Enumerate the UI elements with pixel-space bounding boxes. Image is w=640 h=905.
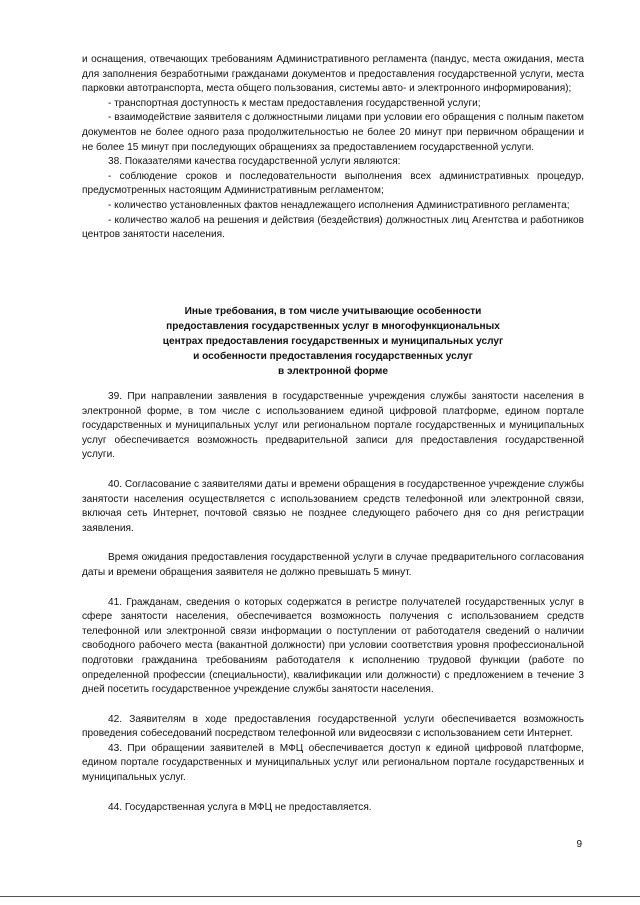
paragraph-complaints: - количество жалоб на решения и действия (бездействия) должностных лиц Агентства и работников центров занятости населения. xyxy=(82,214,584,241)
paragraph-43: 43. При обращении заявителей в МФЦ обеспечивается доступ к единой цифровой платформе, едином портале государственных и муниципальных услуг или региональном портале государственных и муниципальных услуг. xyxy=(82,742,584,784)
body-text-block xyxy=(82,390,584,815)
bottom-divider xyxy=(0,896,640,897)
paragraph-38-quality: 38. Показателями качества государственной услуги являются: xyxy=(108,156,401,168)
heading-line: Иные требования, в том числе учитывающие особенности xyxy=(184,306,482,317)
paragraph-interaction-time: - взаимодействие заявителя с должностными лицами при условии его обращения с полным пакетом документов не более одного раза продолжительностью не более 20 минут при первичном обращении и не более 15 минут при последующих обращениях за предоставлением государственной услуги. xyxy=(82,112,584,153)
heading-line: предоставления государственных услуг в многофункциональных xyxy=(166,321,500,332)
paragraph-42: 42. Заявителям в ходе предоставления государственной услуги обеспечивается возможность проведения собеседований посредством телефонной или видеосвязи с использованием сети Интернет. xyxy=(82,713,584,740)
heading-line: и особенности предоставления государственных услуг xyxy=(193,351,473,362)
paragraph-waiting-time: Время ожидания предоставления государственной услуги в случае предварительного согласования даты и времени обращения заявителя не должно превышать 5 минут. xyxy=(82,552,584,578)
paragraph-39: 39. При направлении заявления в государственные учреждения службы занятости населения в электронной форме, в том числе с использованием единой цифровой платформе, едином портале государственных и муниципальных услуг или региональном портале государственных и муниципальных услуг обеспечивается возможность предварительной записи для предоставления государственной услуги. xyxy=(82,391,584,461)
top-text-block xyxy=(82,53,584,243)
paragraph-violations: - количество установленных фактов ненадлежащего исполнения Административного регламента; xyxy=(108,199,570,211)
paragraph-44: 44. Государственная услуга в МФЦ не предоставляется. xyxy=(108,801,372,813)
heading-line: в электронной форме xyxy=(278,366,388,377)
paragraph-40: 40. Согласование с заявителями даты и времени обращения в государственное учреждение службы занятости населения осуществляется с использованием средств телефонной или электронной связи, включая сеть Интернет, почтовой связью не позднее следующего рабочего дня со дня регистрации заявления. xyxy=(82,478,584,534)
paragraph-deadlines: - соблюдение сроков и последовательности выполнения всех административных процедур, предусмотренных настоящим Административным регламентом; xyxy=(82,170,584,197)
paragraph-41: 41. Гражданам, сведения о которых содержатся в регистре получателей государственных услуг в сфере занятости населения, обеспечивается возможность получения с использованием средств телефонной или электронной связи информации о поступлении от работодателя сведений о наличии свободного рабочего места (вакантной должности) при условии соответствия уровня профессиональной подготовки гражданина требованиям работодателя к исполнению трудовой функции (работе по определенной профессии (специальности), квалификации или должности) с предложением в течение 3 дней посетить государственное учреждение службы занятости населения. xyxy=(82,596,584,696)
page-number: 9 xyxy=(576,839,582,850)
section-heading xyxy=(82,304,584,379)
paragraph-transport-access: - транспортная доступность к местам предоставления государственной услуги; xyxy=(108,97,481,109)
paragraph-continuation: и оснащения, отвечающих требованиям Административного регламента (пандус, места ожидания, места для заполнения безработными гражданами документов и предоставления государственной услуги, места парковки автотранспорта, места общего пользования, системы авто- и электронного информирования); xyxy=(82,54,584,95)
heading-line: центрах предоставления государственных и муниципальных услуг xyxy=(162,336,504,347)
